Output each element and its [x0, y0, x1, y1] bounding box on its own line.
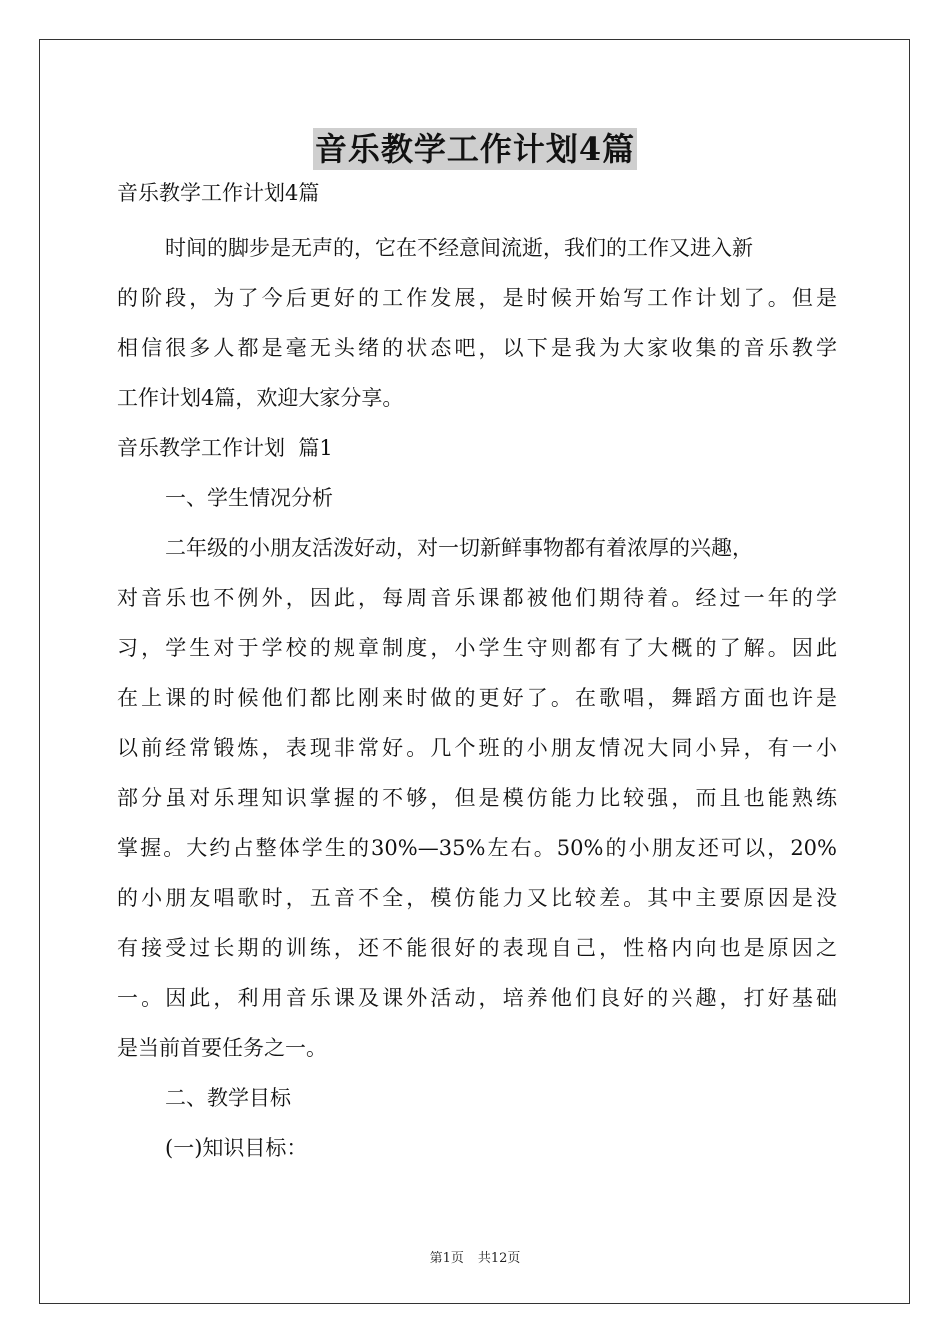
para1-line-11: 是当前首要任务之一。 [117, 1036, 327, 1060]
page-total: 共12页 [477, 1251, 521, 1266]
page-border [39, 39, 910, 1304]
document-subtitle: 音乐教学工作计划4篇 [117, 181, 320, 205]
heading-knowledge-goals: (一)知识目标： [165, 1136, 308, 1160]
page-footer [0, 1247, 950, 1266]
intro-line-1: 时间的脚步是无声的，它在不经意间流逝，我们的工作又进入新 [165, 236, 753, 260]
para1-line-3: 习，学生对于学校的规章制度，小学生守则都有了大概的了解。因此 [117, 636, 837, 660]
para1-line-9: 有接受过长期的训练，还不能很好的表现自己，性格内向也是原因之 [117, 936, 837, 960]
document-title: 音乐教学工作计划4篇 [314, 130, 636, 168]
para1-line-10: 一。因此，利用音乐课及课外活动，培养他们良好的兴趣，打好基础 [117, 986, 837, 1010]
intro-line-4: 工作计划4篇，欢迎大家分享。 [117, 386, 404, 410]
para1-line-7: 掌握。大约占整体学生的30%—35%左右。50%的小朋友还可以，20% [117, 836, 837, 860]
page-number: 第1页 [429, 1251, 464, 1266]
section-heading: 音乐教学工作计划 篇1 [117, 436, 333, 460]
intro-line-2: 的阶段，为了今后更好的工作发展，是时候开始写工作计划了。但是 [117, 286, 837, 310]
para1-line-8: 的小朋友唱歌时，五音不全，模仿能力又比较差。其中主要原因是没 [117, 886, 837, 910]
para1-line-2: 对音乐也不例外，因此，每周音乐课都被他们期待着。经过一年的学 [117, 586, 837, 610]
para1-line-1: 二年级的小朋友活泼好动，对一切新鲜事物都有着浓厚的兴趣， [165, 536, 753, 560]
heading-teaching-goals: 二、教学目标 [165, 1086, 291, 1110]
intro-line-3: 相信很多人都是毫无头绪的状态吧，以下是我为大家收集的音乐教学 [117, 336, 837, 360]
title-container [0, 128, 950, 170]
heading-student-analysis: 一、学生情况分析 [165, 486, 333, 510]
para1-line-4: 在上课的时候他们都比刚来时做的更好了。在歌唱，舞蹈方面也许是 [117, 686, 837, 710]
para1-line-5: 以前经常锻炼，表现非常好。几个班的小朋友情况大同小异，有一小 [117, 736, 837, 760]
para1-line-6: 部分虽对乐理知识掌握的不够，但是模仿能力比较强，而且也能熟练 [117, 786, 837, 810]
